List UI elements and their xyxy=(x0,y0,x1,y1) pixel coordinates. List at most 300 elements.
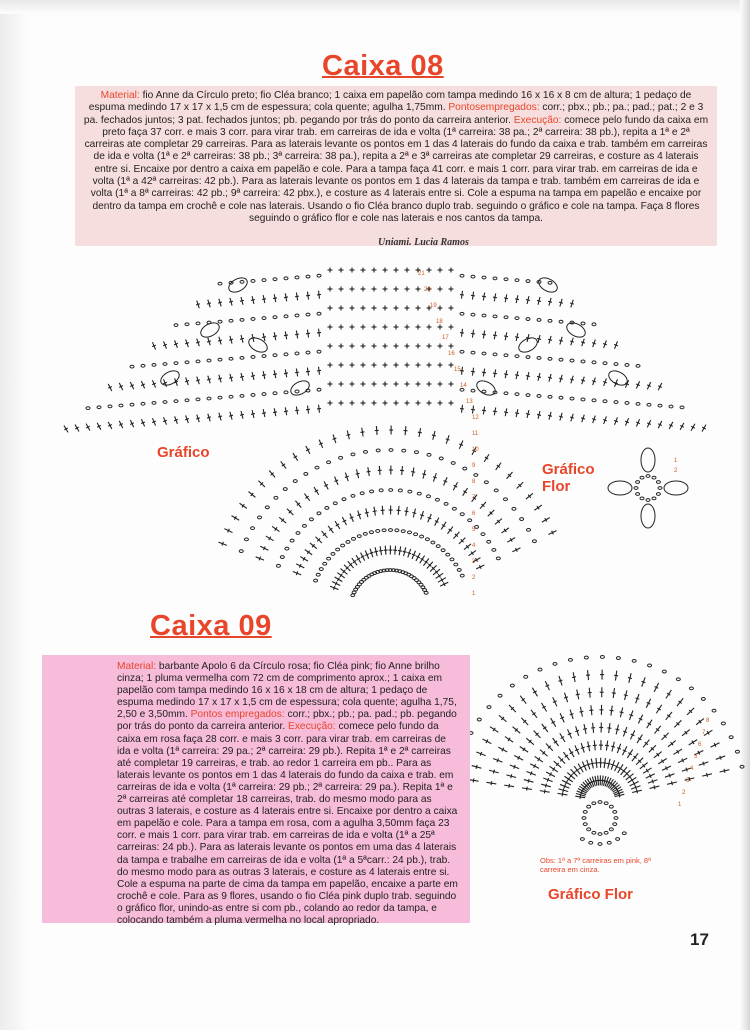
chain-stitch-symbol xyxy=(656,493,660,496)
stitch-bar-symbol xyxy=(652,780,653,784)
stitch-bar-symbol xyxy=(130,423,134,425)
chain-stitch-symbol xyxy=(583,823,587,826)
chain-stitch-symbol xyxy=(363,533,367,536)
chain-stitch-symbol xyxy=(701,698,705,701)
chain-stitch-symbol xyxy=(503,498,507,501)
chain-stitch-symbol xyxy=(454,563,458,566)
stitch-bar-symbol xyxy=(703,762,704,766)
stitch-bar-symbol xyxy=(296,571,297,575)
stitch-bar-symbol xyxy=(229,377,233,378)
chain-stitch-symbol xyxy=(636,402,640,405)
chain-stitch-symbol xyxy=(520,518,524,521)
row-number: 1 xyxy=(472,591,476,597)
chain-stitch-symbol xyxy=(504,392,508,395)
stitch-bar-symbol xyxy=(504,374,508,375)
chain-stitch-symbol xyxy=(515,279,519,282)
stitch-bar-symbol xyxy=(587,746,591,747)
chain-stitch-symbol xyxy=(613,810,617,813)
stitch-bar-symbol xyxy=(620,712,624,713)
stitch-bar-symbol xyxy=(482,334,486,335)
chain-stitch-symbol xyxy=(315,466,319,469)
caixa08-pontos-text: corr.; pbx.; pb.; pa.; pad.; pat.; 2 e 3 pa. fechados juntos; 3 pat. fechados juntos; pb. pegando por trás do ponto da carreira anterior. xyxy=(83,102,704,126)
stitch-bar-symbol xyxy=(420,515,424,516)
stitch-bar-symbol xyxy=(669,774,670,778)
chain-stitch-symbol xyxy=(196,398,200,401)
chain-stitch-symbol xyxy=(609,828,613,831)
stitch-bar-symbol xyxy=(642,681,646,682)
chain-stitch-symbol xyxy=(336,548,340,551)
chain-stitch-symbol xyxy=(616,838,620,841)
chain-stitch-symbol xyxy=(583,810,587,813)
stitch-bar-symbol xyxy=(528,779,529,783)
stitch-bar-symbol xyxy=(284,373,288,374)
chain-stitch-symbol xyxy=(119,404,123,407)
stitch-bar-symbol xyxy=(564,697,568,698)
chain-stitch-symbol xyxy=(276,564,280,567)
stitch-bar-symbol xyxy=(560,717,564,719)
stitch-bar-symbol xyxy=(491,781,492,785)
chain-stitch-symbol xyxy=(504,354,508,357)
chain-stitch-symbol xyxy=(570,359,574,362)
stitch-bar-symbol xyxy=(196,380,200,381)
stitch-bar-symbol xyxy=(130,385,134,387)
stitch-bar-symbol xyxy=(607,728,611,729)
chain-stitch-symbol xyxy=(548,319,552,322)
chain-stitch-symbol xyxy=(244,538,248,541)
chain-stitch-symbol xyxy=(477,718,481,721)
chain-stitch-symbol xyxy=(196,322,200,325)
stitch-bar-symbol xyxy=(471,409,475,410)
chain-stitch-symbol xyxy=(592,831,596,834)
chain-stitch-symbol xyxy=(417,492,421,495)
chain-stitch-symbol xyxy=(482,276,486,279)
chain-stitch-symbol xyxy=(174,362,178,365)
chain-stitch-symbol xyxy=(532,540,536,543)
cluster-stitch-symbol xyxy=(226,275,249,295)
chain-stitch-symbol xyxy=(632,659,636,662)
stitch-bar-symbol xyxy=(559,378,563,379)
chain-stitch-symbol xyxy=(526,356,530,359)
stitch-bar-symbol xyxy=(418,432,422,433)
chain-stitch-symbol xyxy=(262,393,266,396)
stitch-bar-symbol xyxy=(229,415,233,416)
stitch-bar-symbol xyxy=(357,514,361,515)
cluster-stitch-symbol xyxy=(158,368,181,388)
stitch-bar-symbol xyxy=(493,297,497,298)
row-number: 2 xyxy=(472,575,476,581)
stitch-bar-symbol xyxy=(509,784,510,788)
row-number: 15 xyxy=(454,367,461,373)
chain-stitch-symbol xyxy=(646,499,650,502)
caixa08-material-label: Material: xyxy=(100,90,140,101)
chain-stitch-symbol xyxy=(251,527,255,530)
stitch-bar-symbol xyxy=(546,685,550,687)
chain-stitch-symbol xyxy=(581,322,585,325)
chain-stitch-symbol xyxy=(512,507,516,510)
flower-row-number: 3 xyxy=(686,778,690,784)
chain-stitch-symbol xyxy=(607,841,611,844)
stitch-bar-symbol xyxy=(672,781,673,785)
stitch-bar-symbol xyxy=(610,710,614,711)
stitch-bar-symbol xyxy=(592,419,596,420)
chain-stitch-symbol xyxy=(592,361,596,364)
chain-stitch-symbol xyxy=(524,675,528,678)
stitch-bar-symbol xyxy=(570,341,574,342)
stitch-bar-symbol xyxy=(530,771,531,775)
chain-stitch-symbol xyxy=(592,323,596,326)
stitch-bar-symbol xyxy=(553,701,557,703)
chain-stitch-symbol xyxy=(207,397,211,400)
chain-stitch-symbol xyxy=(598,833,602,836)
row-number: 21 xyxy=(418,271,425,277)
stitch-bar-symbol xyxy=(504,298,508,299)
stitch-bar-symbol xyxy=(356,473,360,474)
chain-stitch-symbol xyxy=(471,275,475,278)
stitch-bar-symbol xyxy=(141,384,145,386)
stitch-bar-symbol xyxy=(365,554,369,556)
chain-stitch-symbol xyxy=(262,279,266,282)
chain-stitch-symbol xyxy=(370,490,374,493)
stitch-bar-symbol xyxy=(570,417,574,418)
chain-stitch-symbol xyxy=(130,403,134,406)
flower-petal-symbol xyxy=(641,504,655,528)
stitch-bar-symbol xyxy=(654,785,655,789)
chain-stitch-symbol xyxy=(662,670,666,673)
chain-stitch-symbol xyxy=(444,503,448,506)
chain-stitch-symbol xyxy=(240,318,244,321)
stitch-bar-symbol xyxy=(611,746,615,747)
chain-stitch-symbol xyxy=(273,316,277,319)
chain-stitch-symbol xyxy=(360,492,364,495)
chain-stitch-symbol xyxy=(616,657,620,660)
stitch-bar-symbol xyxy=(471,371,475,372)
stitch-bar-symbol xyxy=(504,412,508,413)
chain-stitch-symbol xyxy=(327,557,331,560)
chain-stitch-symbol xyxy=(580,838,584,841)
chain-stitch-symbol xyxy=(265,506,269,509)
stitch-bar-symbol xyxy=(443,481,447,483)
stitch-bar-symbol xyxy=(570,379,574,380)
chain-stitch-symbol xyxy=(283,488,287,491)
stitch-bar-symbol xyxy=(284,335,288,336)
row-number: 13 xyxy=(466,399,473,405)
stitch-bar-symbol xyxy=(545,784,546,788)
chain-stitch-symbol xyxy=(498,694,502,697)
stitch-bar-symbol xyxy=(273,298,277,299)
flower-row-number: 5 xyxy=(694,754,698,760)
chain-stitch-symbol xyxy=(325,507,329,510)
stitch-bar-symbol xyxy=(446,439,450,440)
stitch-bar-symbol xyxy=(398,550,402,551)
caixa09-title: Caixa 09 xyxy=(150,610,272,642)
stitch-bar-symbol xyxy=(218,302,222,303)
caixa09-pontos-text: corr.; pbx.; pb.; pa. pad.; pb. pegando por trás do ponto da carreira anterior. xyxy=(117,709,457,733)
stitch-bar-symbol xyxy=(240,300,244,301)
chain-stitch-symbol xyxy=(553,663,557,666)
stitch-bar-symbol xyxy=(262,299,266,300)
stitch-bar-symbol xyxy=(603,419,607,420)
chain-stitch-symbol xyxy=(174,324,178,327)
stitch-bar-symbol xyxy=(579,711,583,712)
chain-stitch-symbol xyxy=(389,449,393,452)
stitch-bar-symbol xyxy=(141,422,145,424)
stitch-bar-symbol xyxy=(636,789,637,793)
chain-stitch-symbol xyxy=(526,528,530,531)
caixa09-pontos-label: Pontos empregados: xyxy=(190,709,285,721)
stitch-bar-symbol xyxy=(586,764,590,765)
chain-stitch-symbol xyxy=(548,395,552,398)
stitch-bar-symbol xyxy=(647,423,651,425)
cluster-stitch-symbol xyxy=(474,378,497,398)
stitch-bar-symbol xyxy=(459,444,463,446)
chain-stitch-symbol xyxy=(174,400,178,403)
chain-stitch-symbol xyxy=(284,391,288,394)
stitch-bar-symbol xyxy=(559,340,563,341)
caixa09-execucao-text: comece pelo fundo da caixa em rosa faça 28 corr. e mais 3 corr. para virar trab. em carreiras de ida e volta (1ª carreira: 29 pa.; 2ª carreira: 29 pb.). Repita 1ª e 2ª carreiras até completar 19 carreiras, e trab. ao redor 1 carreira em pb.. Para as laterais levante os pontos em 1 das 4 laterais do fundo da caixa e trab. em carreiras de ida e volta (1ª carreira: 29 pb.; 2ª carreira: 29 pa.). Repita 1ª e 2ª carreiras até completar 18 carreiras, trab. do mesmo modo para as outras 3 laterais, e costure as 4 laterais entre si. Encaixe por dentro a caixa em papelão e cole. Para a tampa em rosa, com a agulha 3,50mm faça 23 corr. e mais 1 corr. para virar trab. em carreiras de ida e volta (1ª a 25ª carreiras: 24 pb.). Para as laterais levante os pontos em uma das 4 laterais da tampa e trabalhe em carreiras de ida e volta (1ª a 5ªcarr.: 24 pb.), trab. do mesmo modo para as outras 3 laterais, e costure as 4 laterais entre si. Cole a espuma na parte de cima da tampa em papelão, encaixe a parte em crochê e cole. Para as 9 flores, usando o fio Cléa pink duplo trab. seguindo o gráfico flor, unindo-as entre si com pb., colando ao redor da tampa, e colocando também a pluma vermelha no local apropriado. xyxy=(117,721,458,926)
stitch-bar-symbol xyxy=(515,413,519,414)
chain-stitch-symbol xyxy=(229,395,233,398)
stitch-bar-symbol xyxy=(562,792,563,796)
chain-stitch-symbol xyxy=(740,765,744,768)
chain-stitch-symbol xyxy=(295,314,299,317)
stitch-bar-symbol xyxy=(405,511,409,512)
chain-stitch-symbol xyxy=(481,533,485,536)
chain-stitch-symbol xyxy=(229,357,233,360)
stitch-bar-symbol xyxy=(635,786,636,790)
chain-stitch-symbol xyxy=(218,320,222,323)
chain-stitch-symbol xyxy=(379,489,383,492)
stitch-bar-symbol xyxy=(367,471,371,472)
chain-stitch-symbol xyxy=(735,750,739,753)
chain-stitch-symbol xyxy=(496,557,500,560)
stitch-bar-symbol xyxy=(526,300,530,301)
stitch-bar-symbol xyxy=(251,414,255,415)
chain-stitch-symbol xyxy=(152,363,156,366)
chain-stitch-symbol xyxy=(460,350,464,353)
chain-stitch-symbol xyxy=(689,687,693,690)
chain-stitch-symbol xyxy=(284,277,288,280)
chain-stitch-symbol xyxy=(729,736,733,739)
stitch-bar-symbol xyxy=(563,788,564,792)
stitch-bar-symbol xyxy=(432,435,436,436)
stitch-bar-symbol xyxy=(379,550,383,551)
chain-stitch-symbol xyxy=(451,462,455,465)
chain-stitch-symbol xyxy=(640,497,644,500)
flower-petal-symbol xyxy=(641,448,655,472)
chain-stitch-symbol xyxy=(369,531,373,534)
stitch-bar-symbol xyxy=(537,338,541,339)
row-number: 18 xyxy=(436,319,443,325)
stitch-bar-symbol xyxy=(471,295,475,296)
chain-stitch-symbol xyxy=(680,406,684,409)
chain-stitch-symbol xyxy=(351,453,355,456)
chain-stitch-symbol xyxy=(425,538,429,541)
chain-stitch-symbol xyxy=(526,318,530,321)
chain-stitch-symbol xyxy=(395,529,399,532)
stitch-bar-symbol xyxy=(647,385,651,387)
chain-stitch-symbol xyxy=(435,498,439,501)
chain-stitch-symbol xyxy=(504,278,508,281)
row-number: 5 xyxy=(472,527,476,533)
stitch-bar-symbol xyxy=(624,695,628,696)
stitch-bar-symbol xyxy=(625,421,629,423)
caixa08-material-text: fio Anne da Círculo preto; fio Cléa branco; 1 caixa em papelão com tampa medindo 16 x 16 x 8 cm de altura; 1 pedaço de espuma medindo 17 x 17 x 1,5 cm de espessura; cola quente; agulha 1,75mm. xyxy=(88,90,692,114)
chain-stitch-symbol xyxy=(471,351,475,354)
stitch-bar-symbol xyxy=(686,768,687,772)
stitch-bar-symbol xyxy=(581,418,585,419)
chain-stitch-symbol xyxy=(669,405,673,408)
stitch-bar-symbol xyxy=(603,343,607,344)
chain-stitch-symbol xyxy=(342,498,346,501)
stitch-bar-symbol xyxy=(482,410,486,411)
row-number: 10 xyxy=(472,447,479,453)
chain-stitch-symbol xyxy=(504,316,508,319)
stitch-bar-symbol xyxy=(572,677,576,678)
stitch-bar-symbol xyxy=(583,765,587,767)
stitch-bar-symbol xyxy=(207,417,211,418)
stitch-bar-symbol xyxy=(611,764,615,765)
stitch-bar-symbol xyxy=(306,409,310,410)
stitch-bar-symbol xyxy=(548,415,552,416)
stitch-bar-symbol xyxy=(581,342,585,343)
stitch-bar-symbol xyxy=(570,714,574,715)
chain-stitch-symbol xyxy=(587,828,591,831)
chain-stitch-symbol xyxy=(152,401,156,404)
stitch-bar-symbol xyxy=(185,381,189,382)
stitch-bar-symbol xyxy=(152,345,156,347)
chain-stitch-symbol xyxy=(625,364,629,367)
flower-row-number: 1 xyxy=(678,802,682,808)
chain-stitch-symbol xyxy=(613,823,617,826)
chain-stitch-symbol xyxy=(460,312,464,315)
chain-stitch-symbol xyxy=(493,315,497,318)
stitch-bar-symbol xyxy=(568,733,572,735)
row-number: 16 xyxy=(448,351,455,357)
stitch-bar-symbol xyxy=(511,774,512,778)
stitch-bar-symbol xyxy=(412,554,416,556)
chain-stitch-symbol xyxy=(487,706,491,709)
stitch-bar-symbol xyxy=(658,386,662,388)
chain-stitch-symbol xyxy=(388,529,392,532)
stitch-bar-symbol xyxy=(635,698,639,699)
stitch-bar-symbol xyxy=(218,340,222,341)
chain-stitch-symbol xyxy=(346,541,350,544)
stitch-bar-symbol xyxy=(619,794,620,798)
chain-stitch-symbol xyxy=(436,545,440,548)
chain-stitch-symbol xyxy=(408,490,412,493)
stitch-bar-symbol xyxy=(537,376,541,377)
stitch-bar-symbol xyxy=(428,517,432,519)
chain-stitch-symbol xyxy=(317,312,321,315)
stitch-bar-symbol xyxy=(185,419,189,420)
stitch-bar-symbol xyxy=(350,517,354,519)
stitch-bar-symbol xyxy=(548,377,552,378)
chain-stitch-symbol xyxy=(290,539,294,542)
chain-stitch-symbol xyxy=(537,395,541,398)
stitch-bar-symbol xyxy=(493,373,497,374)
chain-stitch-symbol xyxy=(141,364,145,367)
stitch-bar-symbol xyxy=(306,371,310,372)
stitch-bar-symbol xyxy=(636,422,640,424)
chain-stitch-symbol xyxy=(314,579,318,582)
chain-stitch-symbol xyxy=(317,388,321,391)
stitch-bar-symbol xyxy=(240,414,244,415)
stitch-bar-symbol xyxy=(273,374,277,375)
stitch-bar-symbol xyxy=(334,480,338,482)
chain-stitch-symbol xyxy=(622,832,626,835)
chain-stitch-symbol xyxy=(273,278,277,281)
stitch-bar-symbol xyxy=(306,333,310,334)
stitch-bar-symbol xyxy=(476,765,477,769)
chain-stitch-symbol xyxy=(86,407,90,410)
stitch-bar-symbol xyxy=(537,414,541,415)
stitch-bar-symbol xyxy=(306,295,310,296)
stitch-bar-symbol xyxy=(581,747,585,748)
stitch-bar-symbol xyxy=(422,474,426,475)
chain-stitch-symbol xyxy=(526,394,530,397)
stitch-bar-symbol xyxy=(403,551,407,552)
stitch-bar-symbol xyxy=(707,773,708,777)
chain-stitch-symbol xyxy=(327,461,331,464)
stitch-bar-symbol xyxy=(526,376,530,377)
stitch-bar-symbol xyxy=(240,338,244,339)
row-number: 9 xyxy=(472,463,476,469)
stitch-bar-symbol xyxy=(581,380,585,381)
stitch-bar-symbol xyxy=(412,513,416,514)
stitch-bar-symbol xyxy=(333,438,337,439)
chain-stitch-symbol xyxy=(331,553,335,556)
stitch-bar-symbol xyxy=(262,337,266,338)
stitch-bar-symbol xyxy=(564,784,565,788)
chain-stitch-symbol xyxy=(482,352,486,355)
stitch-bar-symbol xyxy=(295,334,299,335)
cluster-stitch-symbol xyxy=(536,275,559,295)
chain-stitch-symbol xyxy=(604,802,608,805)
caixa09-grafico-flor-label: Gráfico Flor xyxy=(548,886,634,903)
stitch-bar-symbol xyxy=(559,680,563,681)
chain-stitch-symbol xyxy=(306,351,310,354)
chain-stitch-symbol xyxy=(296,532,300,535)
stitch-bar-symbol xyxy=(658,424,662,426)
chain-stitch-symbol xyxy=(141,402,145,405)
stitch-bar-symbol xyxy=(473,778,474,782)
chain-stitch-symbol xyxy=(333,502,337,505)
page-number: 17 xyxy=(690,930,709,949)
chain-stitch-symbol xyxy=(526,280,530,283)
stitch-bar-symbol xyxy=(251,300,255,301)
chain-stitch-symbol xyxy=(721,722,725,725)
stitch-bar-symbol xyxy=(222,542,223,546)
stitch-bar-symbol xyxy=(592,343,596,344)
flower-row-number: 1 xyxy=(674,458,678,464)
chain-stitch-symbol xyxy=(604,831,608,834)
stitch-bar-symbol xyxy=(607,763,611,764)
stitch-bar-symbol xyxy=(527,787,528,791)
stitch-bar-symbol xyxy=(152,383,156,385)
stitch-bar-symbol xyxy=(614,675,618,676)
stitch-bar-symbol xyxy=(583,729,587,730)
stitch-bar-symbol xyxy=(548,301,552,302)
stitch-bar-symbol xyxy=(480,752,481,756)
row-number: 12 xyxy=(472,415,479,421)
chain-stitch-symbol xyxy=(471,389,475,392)
stitch-bar-symbol xyxy=(373,511,377,512)
caixa09-instructions xyxy=(117,661,462,927)
chain-stitch-symbol xyxy=(97,406,101,409)
stitch-bar-symbol xyxy=(575,730,579,731)
chain-stitch-symbol xyxy=(648,664,652,667)
chain-stitch-symbol xyxy=(510,684,514,687)
